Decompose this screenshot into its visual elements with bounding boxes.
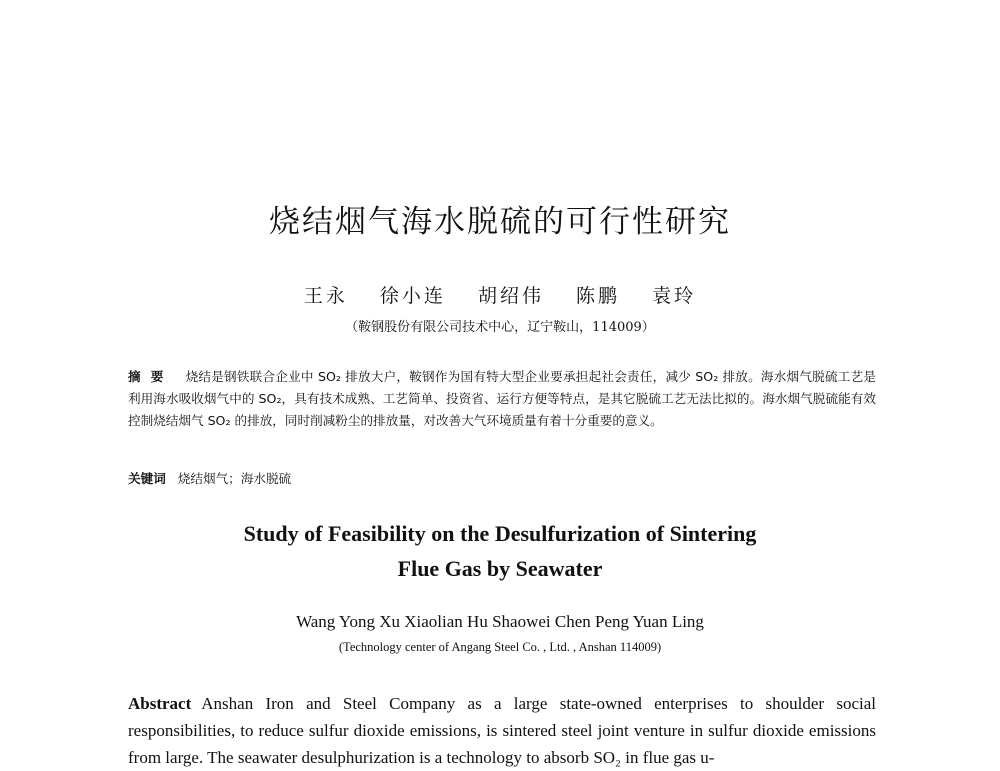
chinese-title: 烧结烟气海水脱硫的可行性研究 bbox=[269, 204, 731, 240]
chinese-abstract bbox=[128, 366, 876, 432]
chinese-authors bbox=[0, 281, 1000, 308]
english-abstract bbox=[128, 690, 876, 771]
english-affiliation: (Technology center of Angang Steel Co. , Ltd. , Anshan 114009) bbox=[338, 640, 662, 654]
abstract-text-cn: 烧结是钢铁联合企业中 SO₂ 排放大户，鞍钢作为国有特大型企业要承担起社会责任，减少 SO₂ 排放。海水烟气脱硫工艺是利用海水吸收烟气中的 SO₂，具有技术成熟、工艺简单、投资省、运行方便等特点，是其它脱硫工艺无法比拟的。海水烟气脱硫能有效控制烧结烟气 SO₂ 的排放，同时削减粉尘的排放量，对改善大气环境质量有着十分重要的意义。 bbox=[128, 369, 876, 428]
author-cn: 袁玲 bbox=[652, 285, 697, 307]
chinese-affiliation: （鞍钢股份有限公司技术中心，辽宁鞍山，114009） bbox=[345, 320, 655, 335]
author-cn: 陈鹏 bbox=[576, 285, 621, 307]
english-title bbox=[0, 516, 1000, 586]
chinese-keywords bbox=[128, 468, 876, 487]
author-cn: 胡绍伟 bbox=[477, 285, 544, 307]
abstract-label-cn: 摘要 bbox=[128, 369, 174, 384]
author-cn: 王永 bbox=[303, 285, 348, 307]
keywords-label-cn: 关键词 bbox=[128, 471, 166, 486]
english-title-line: Study of Feasibility on the Desulfurization of Sintering bbox=[243, 521, 757, 546]
english-title-line: Flue Gas by Seawater bbox=[397, 556, 603, 581]
abstract-text-en: Anshan Iron and Steel Company as a large state-owned enterprises to shoulder social responsibilities, to reduce sulfur dioxide emissions, is sintered steel joint venture in sulfur dioxide emissions from large. The seawater desulphurization is a technology to absorb SO₂ in flue gas u- bbox=[128, 694, 876, 767]
abstract-label-en: Abstract bbox=[128, 694, 192, 713]
author-cn: 徐小连 bbox=[379, 285, 446, 307]
keywords-text-cn: 烧结烟气；海水脱硫 bbox=[177, 471, 292, 486]
english-authors: Wang Yong Xu Xiaolian Hu Shaowei Chen Peng Yuan Ling bbox=[296, 612, 704, 631]
